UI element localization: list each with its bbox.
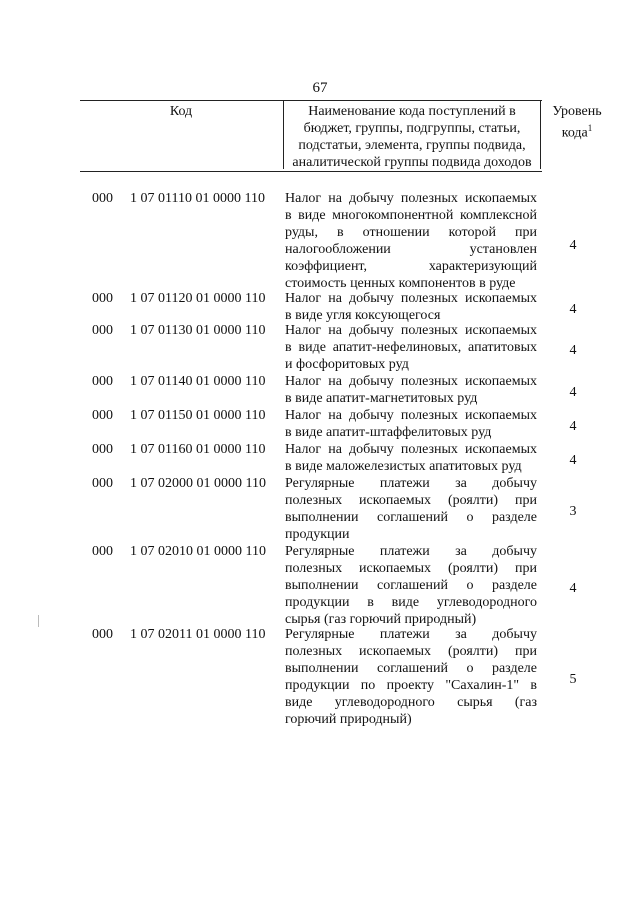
table-header: [80, 100, 602, 172]
row-name-line: в виде апатит-штаффелитовых руд: [285, 425, 492, 440]
row-name: [285, 543, 537, 628]
row-name-line: продукции: [285, 527, 350, 542]
row-name-line: Регулярные платежи за добычу: [285, 627, 537, 642]
row-name-line: полезных ископаемых (роялти) при: [285, 493, 537, 508]
row-name: [285, 407, 537, 441]
header-name-line: аналитической группы подвида доходов: [292, 155, 532, 170]
row-name-line: в виде многокомпонентной комплексной: [285, 208, 537, 223]
row-level: 4: [569, 343, 577, 358]
row-prefix: 000: [92, 442, 113, 457]
row-name: [285, 190, 537, 292]
row-code: 1 07 01150 01 0000 110: [130, 408, 266, 423]
row-prefix: 000: [92, 627, 113, 642]
row-level: 4: [569, 238, 577, 253]
footnote-mark: 1: [587, 123, 593, 133]
row-prefix: 000: [92, 544, 113, 559]
table-row: [0, 407, 640, 441]
row-name-line: полезных ископаемых (роялти) при: [285, 644, 537, 659]
table-row: [0, 373, 640, 407]
row-name-line: Налог на добычу полезных ископаемых: [285, 408, 537, 423]
header-name-line: подстатьи, элемента, группы подвида,: [298, 138, 526, 153]
row-name-line: в виде апатит-магнетитовых руд: [285, 391, 478, 406]
row-code: 1 07 02011 01 0000 110: [130, 627, 266, 642]
row-level: 4: [569, 581, 577, 596]
row-name-line: выполнении соглашений о разделе: [285, 510, 537, 525]
row-name-line: горючий природный): [285, 712, 412, 727]
row-code: 1 07 02010 01 0000 110: [130, 544, 266, 559]
header-level-line: Уровень: [552, 104, 602, 119]
header-name-line: Наименование кода поступлений в: [308, 104, 516, 119]
row-name-line: руды, в отношении которой при: [285, 225, 537, 240]
row-prefix: 000: [92, 476, 113, 491]
row-name-line: и фосфоритовых руд: [285, 357, 409, 372]
row-code: 1 07 01130 01 0000 110: [130, 323, 266, 338]
scan-edge-mark: [38, 615, 39, 627]
row-code: 1 07 01160 01 0000 110: [130, 442, 266, 457]
table-row: [0, 543, 640, 628]
row-name-line: сырья (газ горючий природный): [285, 612, 477, 627]
row-code: 1 07 02000 01 0000 110: [130, 476, 266, 491]
row-prefix: 000: [92, 191, 113, 206]
table-row: [0, 441, 640, 475]
table-row: [0, 290, 640, 324]
row-code: 1 07 01140 01 0000 110: [130, 374, 266, 389]
row-prefix: 000: [92, 291, 113, 306]
row-code: 1 07 01110 01 0000 110: [130, 191, 265, 206]
row-name-line: в виде апатит-нефелиновых, апатитовых: [285, 340, 537, 355]
row-level: 4: [569, 385, 577, 400]
row-name-line: в виде угля коксующегося: [285, 308, 441, 323]
row-name-line: налогообложении установлен: [285, 242, 537, 257]
row-level: 4: [569, 302, 577, 317]
row-level: 3: [569, 504, 577, 519]
row-name: [285, 441, 537, 475]
header-level-line: кода$^1$: [561, 123, 593, 141]
row-name-line: продукции по проекту "Сахалин-1" в: [285, 678, 537, 693]
row-name-line: выполнении соглашений о разделе: [285, 578, 537, 593]
row-name-line: коэффициент, характеризующий: [285, 259, 537, 274]
row-level: 5: [569, 672, 577, 687]
row-name: [285, 290, 537, 324]
header-name: [283, 101, 541, 169]
row-prefix: 000: [92, 408, 113, 423]
page-number: 67: [312, 80, 328, 96]
row-name-line: виде углеводородного сырья (газ: [285, 695, 537, 710]
row-name-line: Налог на добычу полезных ископаемых: [285, 291, 537, 306]
header-code: Код: [169, 104, 193, 119]
header-name-line: бюджет, группы, подгруппы, статьи,: [303, 121, 521, 136]
table-row: [0, 322, 640, 373]
row-name-line: Налог на добычу полезных ископаемых: [285, 374, 537, 389]
row-name-line: полезных ископаемых (роялти) при: [285, 561, 537, 576]
row-name-line: в виде маложелезистых апатитовых руд: [285, 459, 522, 474]
table-row: [0, 190, 640, 292]
table-row: [0, 626, 640, 728]
row-name: [285, 475, 537, 543]
row-name-line: Налог на добычу полезных ископаемых: [285, 323, 537, 338]
row-name-line: Налог на добычу полезных ископаемых: [285, 442, 537, 457]
row-code: 1 07 01120 01 0000 110: [130, 291, 266, 306]
row-name-line: продукции в виде углеводородного: [285, 595, 537, 610]
row-name: [285, 322, 537, 373]
row-prefix: 000: [92, 374, 113, 389]
row-name-line: Регулярные платежи за добычу: [285, 476, 537, 491]
row-name-line: Налог на добычу полезных ископаемых: [285, 191, 537, 206]
row-level: 4: [569, 453, 577, 468]
row-level: 4: [569, 419, 577, 434]
row-name: [285, 373, 537, 407]
table-row: [0, 475, 640, 543]
row-name-line: стоимость ценных компонентов в руде: [285, 276, 516, 291]
row-name: [285, 626, 537, 728]
row-name-line: выполнении соглашений о разделе: [285, 661, 537, 676]
header-level: [542, 103, 612, 142]
row-prefix: 000: [92, 323, 113, 338]
row-name-line: Регулярные платежи за добычу: [285, 544, 537, 559]
